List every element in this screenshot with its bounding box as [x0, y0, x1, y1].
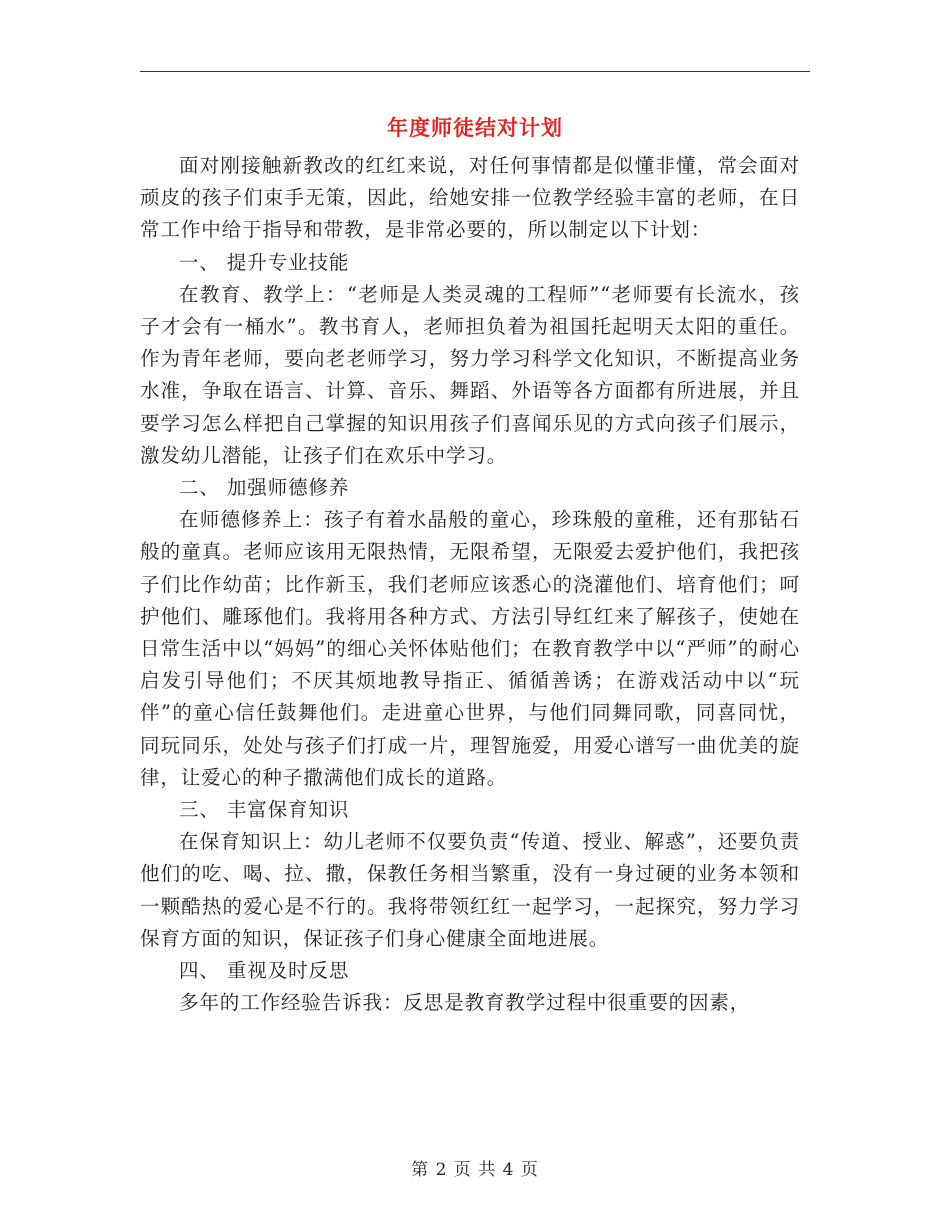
section-paragraph-2: 在师德修养上：孩子有着水晶般的童心，珍珠般的童稚，还有那钻石般的童真。老师应该用无限热情，无限希望，无限爱去爱护他们，我把孩子们比作幼苗；比作新玉，我们老师应该悉心的浇灌他们、培育他们；呵护他们、雕琢他们。我将用各种方式、方法引导红红来了解孩子，使她在日常生活中以“妈妈”的细心关怀体贴他们；在教育教学中以“严师”的耐心启发引导他们；不厌其烦地教导指正、循循善诱；在游戏活动中以“玩伴”的童心信任鼓舞他们。走进童心世界，与他们同舞同歌，同喜同忧，同玩同乐，处处与孩子们打成一片，理智施爱，用爱心谱写一曲优美的旋律，让爱心的种子撒满他们成长的道路。: [140, 508, 800, 789]
section-heading-4: 四、 重视及时反思: [179, 959, 350, 983]
header-rule: [140, 71, 810, 72]
document-body: [140, 150, 800, 1019]
section-heading-1: 一、 提升专业技能: [179, 250, 350, 274]
section-paragraph-1: 在教育、教学上：“老师是人类灵魂的工程师”“老师要有长流水，孩子才会有一桶水”。教书育人，老师担负着为祖国托起明天太阳的重任。作为青年老师，要向老老师学习，努力学习科学文化知识，不断提高业务水准，争取在语言、计算、音乐、舞蹈、外语等各方面都有所进展，并且要学习怎么样把自己掌握的知识用孩子们喜闻乐见的方式向孩子们展示，激发幼儿潜能，让孩子们在欢乐中学习。: [140, 282, 800, 467]
page-footer: 第 2 页 共 4 页: [411, 1160, 539, 1180]
section-paragraph-4: 多年的工作经验告诉我：反思是教育教学过程中很重要的因素，: [179, 991, 751, 1015]
document-title: 年度师徒结对计划: [387, 115, 563, 140]
section-paragraph-3: 在保育知识上：幼儿老师不仅要负责“传道、授业、解惑”，还要负责他们的吃、喝、拉、撒，保教任务相当繁重，没有一身过硬的业务本领和一颗酷热的爱心是不行的。我将带领红红一起学习，一起探究，努力学习保育方面的知识，保证孩子们身心健康全面地进展。: [140, 830, 800, 950]
intro-paragraph: 面对刚接触新教改的红红来说，对任何事情都是似懂非懂，常会面对顽皮的孩子们束手无策，因此，给她安排一位教学经验丰富的老师，在日常工作中给于指导和带教，是非常必要的，所以制定以下计划：: [140, 154, 800, 242]
section-heading-2: 二、 加强师德修养: [179, 476, 350, 500]
section-heading-3: 三、 丰富保育知识: [179, 798, 350, 822]
